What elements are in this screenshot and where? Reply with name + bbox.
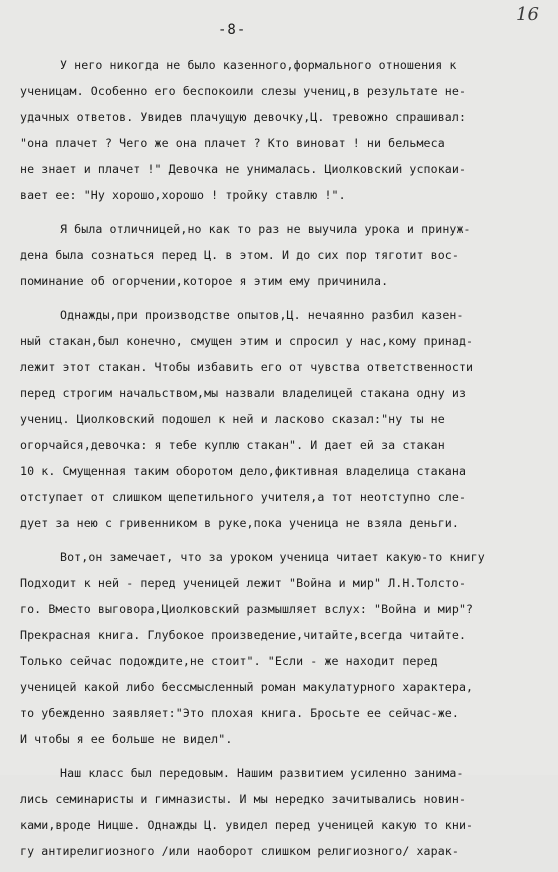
document-body <box>20 52 556 872</box>
text-line: ный стакан,был конечно, смущен этим и спросил у нас,кому принад- <box>20 334 474 348</box>
text-line: огорчайся,девочка: я тебе куплю стакан". И дает ей за стакан <box>20 438 445 452</box>
text-line: ученицам. Особенно его беспокоили слезы учениц,в результате не- <box>20 84 467 98</box>
text-line: вает ее: "Ну хорошо,хорошо ! тройку ставлю !". <box>20 188 346 202</box>
text-line: го. Вместо выговора,Циолковский размышляет вслух: "Война и мир"? <box>20 602 474 616</box>
page-number: -8- <box>218 22 247 38</box>
paragraph-3 <box>20 302 556 536</box>
handwritten-page-number: 16 <box>516 4 539 25</box>
text-line: то убежденно заявляет:"Это плохая книга. Бросьте ее сейчас-же. <box>20 706 459 720</box>
text-line: дует за нею с гривенником в руке,пока ученица не взяла деньги. <box>20 516 459 530</box>
text-line: Подходит к ней - перед ученицей лежит "Война и мир" Л.Н.Толсто- <box>20 576 467 590</box>
text-line: "она плачет ? Чего же она плачет ? Кто виноват ! ни бельмеса <box>20 136 445 150</box>
text-line: Только сейчас подождите,не стоит". "Если - же находит перед <box>20 654 438 668</box>
text-line: перед строгим начальством,мы назвали владелицей стакана одну из <box>20 386 467 400</box>
text-line: И чтобы я ее больше не видел". <box>20 732 233 746</box>
text-line: 10 к. Смущенная таким оборотом дело,фиктивная владелица стакана <box>20 464 467 478</box>
text-line: Вот,он замечает, что за уроком ученица читает какую-то книгу <box>60 550 485 564</box>
text-line: Прекрасная книга. Глубокое произведение,читайте,всегда читайте. <box>20 628 467 642</box>
text-line: дена была сознаться перед Ц. в этом. И до сих пор тяготит вос- <box>20 248 459 262</box>
paragraph-5 <box>20 760 556 864</box>
text-line: лежит этот стакан. Чтобы избавить его от чувства ответственности <box>20 360 474 374</box>
paragraph-4 <box>20 544 556 752</box>
text-line: учениц. Циолковский подошел к ней и ласково сказал:"ну ты не <box>20 412 445 426</box>
text-line: Наш класс был передовым. Нашим развитием усиленно занима- <box>60 766 464 780</box>
text-line: не знает и плачет !" Девочка не унималась. Циолковский успокаи- <box>20 162 467 176</box>
text-line: У него никогда не было казенного,формального отношения к <box>60 58 457 72</box>
text-line: Я была отличницей,но как то раз не выучила урока и принуж- <box>60 222 471 236</box>
text-line: ками,вроде Ницше. Однажды Ц. увидел перед ученицей какую то кни- <box>20 818 474 832</box>
text-line: Однажды,при производстве опытов,Ц. нечаянно разбил казен- <box>60 308 464 322</box>
text-line: отступает от слишком щепетильного учителя,а тот неотступно сле- <box>20 490 467 504</box>
paragraph-1 <box>20 52 556 208</box>
text-line: гу антирелигиозного /или наоборот слишком религиозного/ харак- <box>20 844 459 858</box>
text-line: поминание об огорчении,которое я этим ему причинила. <box>20 274 389 288</box>
paragraph-2 <box>20 216 556 294</box>
text-line: ученицей какой либо бессмысленный роман макулатурного характера, <box>20 680 474 694</box>
text-line: удачных ответов. Увидев плачущую девочку,Ц. тревожно спрашивал: <box>20 110 467 124</box>
text-line: лись семинаристы и гимназисты. И мы нередко зачитывались новин- <box>20 792 467 806</box>
